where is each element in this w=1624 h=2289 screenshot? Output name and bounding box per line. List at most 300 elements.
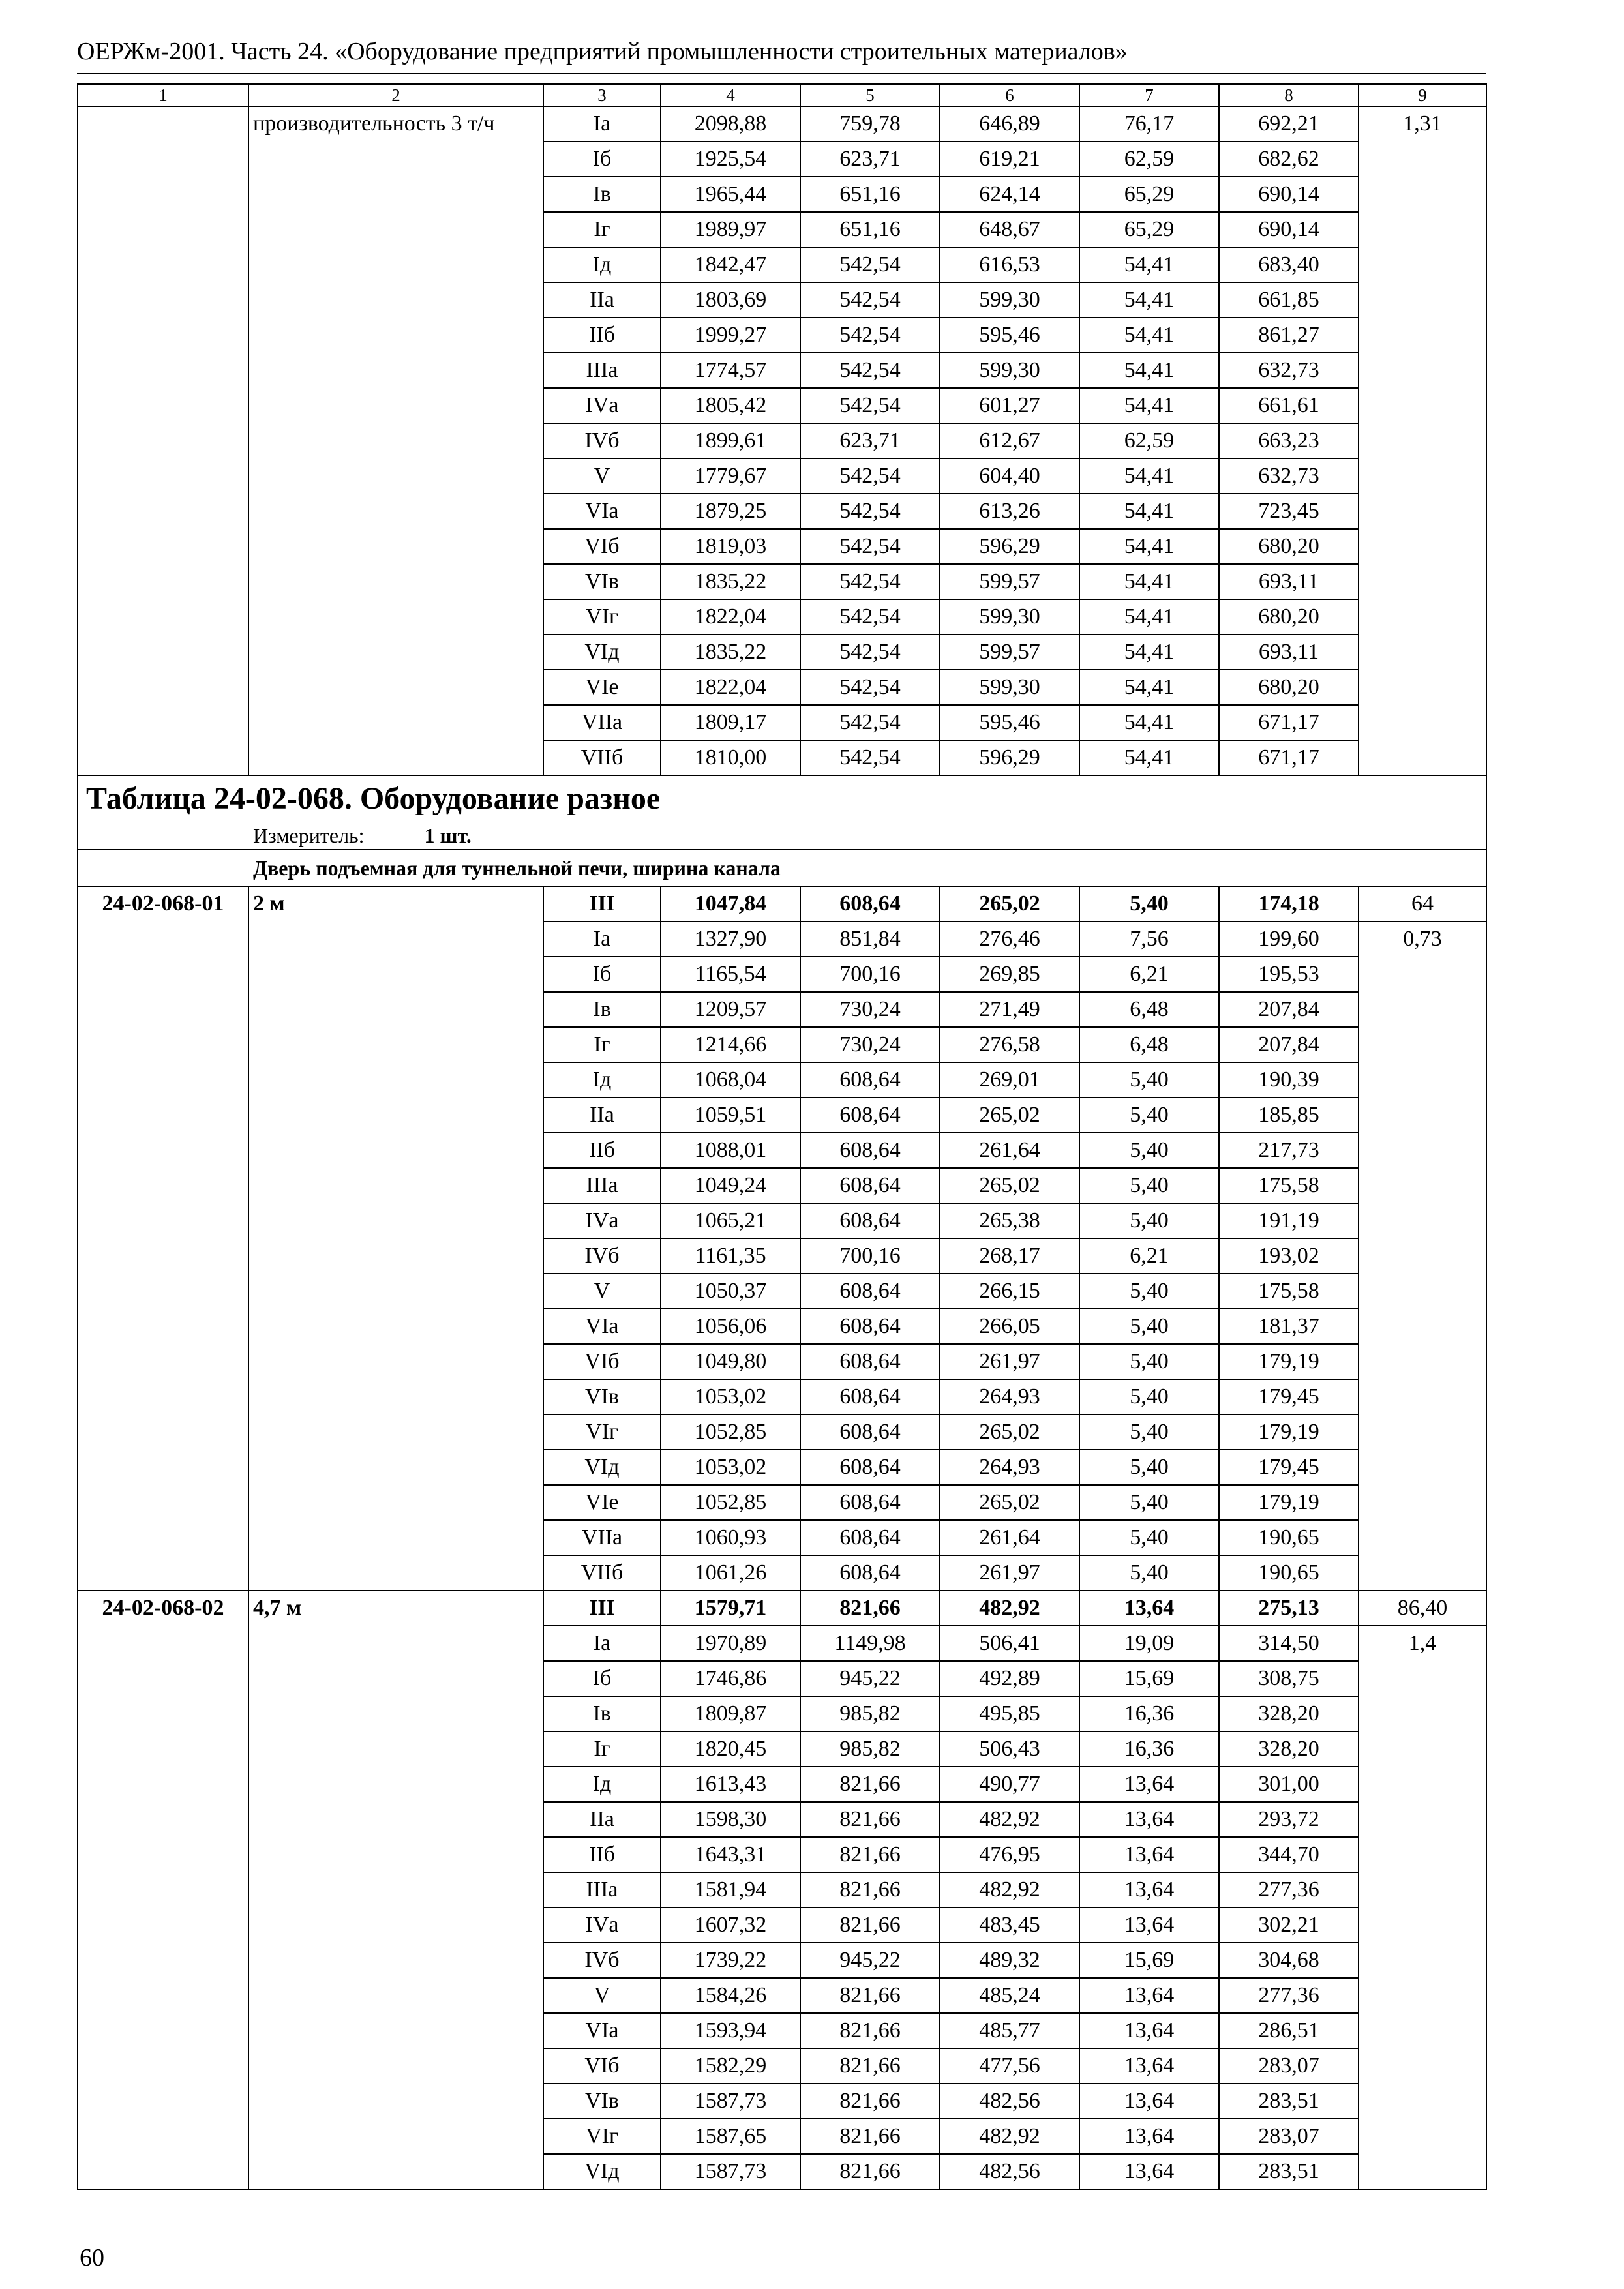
value-cell: 821,66 [800, 1767, 940, 1802]
value-cell: 261,97 [940, 1555, 1079, 1591]
value-cell: 301,00 [1219, 1767, 1359, 1802]
table-row [78, 177, 1486, 212]
value-cell: Iд [543, 1767, 661, 1802]
col9-cell [1359, 957, 1486, 992]
value-cell: 6,48 [1079, 1027, 1219, 1062]
table-row [78, 1238, 1486, 1274]
code-cell [78, 1098, 248, 1133]
col9-cell [1359, 1802, 1486, 1837]
value-cell: 1049,24 [661, 1168, 800, 1203]
value-cell: 608,64 [800, 1485, 940, 1520]
value-cell: 601,27 [940, 388, 1079, 423]
value-cell: 599,30 [940, 353, 1079, 388]
code-cell [78, 1203, 248, 1238]
value-cell: 1209,57 [661, 992, 800, 1027]
code-cell [78, 1837, 248, 1872]
value-cell: 13,64 [1079, 1872, 1219, 1908]
value-cell: 5,40 [1079, 1555, 1219, 1591]
description-cell [248, 1837, 543, 1872]
value-cell: 671,17 [1219, 705, 1359, 740]
col9-cell [1359, 1943, 1486, 1978]
value-cell: 680,20 [1219, 599, 1359, 635]
value-cell: 623,71 [800, 142, 940, 177]
value-cell: 693,11 [1219, 635, 1359, 670]
value-cell: 13,64 [1079, 1978, 1219, 2013]
value-cell: 5,40 [1079, 1274, 1219, 1309]
description-cell [248, 1872, 543, 1908]
value-cell: VIд [543, 1450, 661, 1485]
col9-cell [1359, 1520, 1486, 1555]
table-row [78, 494, 1486, 529]
value-cell: 5,40 [1079, 1309, 1219, 1344]
base-value-cell: 608,64 [800, 886, 940, 921]
value-cell: Iа [543, 921, 661, 957]
col9-cell [1359, 1414, 1486, 1450]
value-cell: 283,07 [1219, 2119, 1359, 2154]
value-cell: 680,20 [1219, 529, 1359, 564]
description-cell [248, 1379, 543, 1414]
value-cell: 861,27 [1219, 318, 1359, 353]
value-cell: 190,65 [1219, 1520, 1359, 1555]
value-cell: 692,21 [1219, 106, 1359, 142]
value-cell: VIг [543, 2119, 661, 2154]
item-description: 2 м [248, 886, 543, 921]
value-cell: 191,19 [1219, 1203, 1359, 1238]
code-cell [78, 2013, 248, 2048]
value-cell: 265,38 [940, 1203, 1079, 1238]
column-number: 5 [800, 84, 940, 106]
price-table [77, 83, 1487, 2190]
column-number: 9 [1359, 84, 1486, 106]
description-cell [248, 1908, 543, 1943]
code-cell [78, 599, 248, 635]
value-cell: 179,45 [1219, 1450, 1359, 1485]
value-cell: 328,20 [1219, 1696, 1359, 1731]
value-cell: 179,19 [1219, 1485, 1359, 1520]
value-cell: 1587,65 [661, 2119, 800, 2154]
value-cell: 1052,85 [661, 1485, 800, 1520]
code-cell [78, 1168, 248, 1203]
col9-cell [1359, 2084, 1486, 2119]
value-cell: Iа [543, 1626, 661, 1661]
value-cell: 54,41 [1079, 282, 1219, 318]
value-cell: 612,67 [940, 423, 1079, 458]
value-cell: 283,51 [1219, 2154, 1359, 2189]
value-cell: 283,51 [1219, 2084, 1359, 2119]
code-cell [78, 1414, 248, 1450]
value-cell: 261,64 [940, 1133, 1079, 1168]
value-cell: 54,41 [1079, 388, 1219, 423]
value-cell: Iв [543, 177, 661, 212]
value-cell: 16,36 [1079, 1696, 1219, 1731]
value-cell: 54,41 [1079, 635, 1219, 670]
table-row [78, 2154, 1486, 2189]
col9-cell [1359, 992, 1486, 1027]
description-cell [248, 1238, 543, 1274]
value-cell: 542,54 [800, 599, 940, 635]
value-cell: IIIа [543, 353, 661, 388]
value-cell: IIб [543, 1837, 661, 1872]
table-row [78, 1062, 1486, 1098]
value-cell: 1088,01 [661, 1133, 800, 1168]
table-row [78, 992, 1486, 1027]
code-cell [78, 2048, 248, 2084]
value-cell: 945,22 [800, 1943, 940, 1978]
value-cell: Iд [543, 247, 661, 282]
table-row [78, 318, 1486, 353]
value-cell: 599,57 [940, 564, 1079, 599]
value-cell: IVа [543, 388, 661, 423]
value-cell: 690,14 [1219, 177, 1359, 212]
value-cell: 821,66 [800, 2119, 940, 2154]
value-cell: VIд [543, 2154, 661, 2189]
value-cell: 13,64 [1079, 2048, 1219, 2084]
description-cell [248, 1450, 543, 1485]
value-cell: 1822,04 [661, 670, 800, 705]
value-cell: 1607,32 [661, 1908, 800, 1943]
table-row [78, 957, 1486, 992]
value-cell: 302,21 [1219, 1908, 1359, 1943]
code-cell [78, 1908, 248, 1943]
value-cell: 482,92 [940, 1802, 1079, 1837]
value-cell: 269,85 [940, 957, 1079, 992]
col9-cell [1359, 1837, 1486, 1872]
value-cell: 1068,04 [661, 1062, 800, 1098]
code-cell [78, 529, 248, 564]
value-cell: VIIа [543, 1520, 661, 1555]
value-cell: 175,58 [1219, 1168, 1359, 1203]
value-cell: 5,40 [1079, 1062, 1219, 1098]
code-cell [78, 992, 248, 1027]
value-cell: 632,73 [1219, 458, 1359, 494]
value-cell: VIб [543, 2048, 661, 2084]
description-cell [248, 635, 543, 670]
description-cell [248, 1098, 543, 1133]
code-cell [78, 282, 248, 318]
value-cell: Iа [543, 106, 661, 142]
description-cell [248, 177, 543, 212]
value-cell: 596,29 [940, 529, 1079, 564]
value-cell: 608,64 [800, 1309, 940, 1344]
description-cell [248, 1555, 543, 1591]
table-row [78, 1309, 1486, 1344]
value-cell: 5,40 [1079, 1414, 1219, 1450]
table-row [78, 1379, 1486, 1414]
description-cell [248, 212, 543, 247]
description-cell [248, 2119, 543, 2154]
value-cell: 179,19 [1219, 1344, 1359, 1379]
value-cell: 542,54 [800, 529, 940, 564]
value-cell: 1587,73 [661, 2084, 800, 2119]
description-cell [248, 1802, 543, 1837]
description-cell [248, 353, 543, 388]
unit-row [78, 821, 1486, 850]
value-cell: 485,24 [940, 1978, 1079, 2013]
value-cell: 193,02 [1219, 1238, 1359, 1274]
code-cell [78, 740, 248, 775]
value-cell: 489,32 [940, 1943, 1079, 1978]
table-row [78, 1661, 1486, 1696]
column-number: 7 [1079, 84, 1219, 106]
value-cell: 821,66 [800, 2048, 940, 2084]
description-cell [248, 1520, 543, 1555]
table-row [78, 1908, 1486, 1943]
description-cell [248, 318, 543, 353]
table-row [78, 1450, 1486, 1485]
code-cell [78, 1062, 248, 1098]
value-cell: 680,20 [1219, 670, 1359, 705]
col9-cell [1359, 388, 1486, 423]
value-cell: 54,41 [1079, 599, 1219, 635]
code-cell [78, 1943, 248, 1978]
value-cell: 663,23 [1219, 423, 1359, 458]
value-cell: 1643,31 [661, 1837, 800, 1872]
value-cell: 1989,97 [661, 212, 800, 247]
description-cell [248, 1661, 543, 1696]
code-cell [78, 1731, 248, 1767]
code-cell [78, 1274, 248, 1309]
value-cell: 1899,61 [661, 423, 800, 458]
description-cell [248, 957, 543, 992]
value-cell: 266,15 [940, 1274, 1079, 1309]
table-row [78, 247, 1486, 282]
value-cell: 1842,47 [661, 247, 800, 282]
table-row [78, 353, 1486, 388]
value-cell: 599,57 [940, 635, 1079, 670]
value-cell: 821,66 [800, 1837, 940, 1872]
value-cell: 5,40 [1079, 1203, 1219, 1238]
table-row [78, 1168, 1486, 1203]
description-cell [248, 2084, 543, 2119]
col9-cell [1359, 1872, 1486, 1908]
code-cell [78, 1309, 248, 1344]
col9-cell [1359, 564, 1486, 599]
value-cell: 608,64 [800, 1274, 940, 1309]
col9-base: 86,40 [1359, 1591, 1486, 1626]
description-cell [248, 1978, 543, 2013]
value-cell: 1803,69 [661, 282, 800, 318]
value-cell: 985,82 [800, 1731, 940, 1767]
value-cell: 851,84 [800, 921, 940, 957]
code-cell [78, 2154, 248, 2189]
col9-cell: 0,73 [1359, 921, 1486, 957]
code-cell [78, 1555, 248, 1591]
value-cell: 1970,89 [661, 1626, 800, 1661]
value-cell: Iв [543, 1696, 661, 1731]
base-price-row [78, 886, 1486, 921]
col9-cell [1359, 458, 1486, 494]
value-cell: 13,64 [1079, 2013, 1219, 2048]
code-cell [78, 957, 248, 992]
value-cell: IIIа [543, 1872, 661, 1908]
value-cell: 269,01 [940, 1062, 1079, 1098]
table-row [78, 1802, 1486, 1837]
description-cell [248, 388, 543, 423]
table-row [78, 1626, 1486, 1661]
value-cell: 328,20 [1219, 1731, 1359, 1767]
code-cell [78, 1978, 248, 2013]
code-cell [78, 318, 248, 353]
table-row [78, 2048, 1486, 2084]
description-cell [248, 142, 543, 177]
col9-cell [1359, 1133, 1486, 1168]
table-row [78, 705, 1486, 740]
value-cell: Iг [543, 212, 661, 247]
value-cell: VIв [543, 2084, 661, 2119]
value-cell: 608,64 [800, 1133, 940, 1168]
value-cell: 1746,86 [661, 1661, 800, 1696]
table-row [78, 1555, 1486, 1591]
code-cell [78, 2119, 248, 2154]
value-cell: 207,84 [1219, 1027, 1359, 1062]
value-cell: 199,60 [1219, 921, 1359, 957]
value-cell: 181,37 [1219, 1309, 1359, 1344]
value-cell: 490,77 [940, 1767, 1079, 1802]
value-cell: 608,64 [800, 1098, 940, 1133]
col9-cell [1359, 1767, 1486, 1802]
value-cell: 179,45 [1219, 1379, 1359, 1414]
col9-base: 64 [1359, 886, 1486, 921]
col9-cell [1359, 1379, 1486, 1414]
value-cell: 821,66 [800, 1802, 940, 1837]
col9-cell [1359, 1238, 1486, 1274]
value-cell: 700,16 [800, 1238, 940, 1274]
value-cell: 1820,45 [661, 1731, 800, 1767]
value-cell: VIIб [543, 740, 661, 775]
value-cell: 7,56 [1079, 921, 1219, 957]
column-number: 2 [248, 84, 543, 106]
description-cell [248, 564, 543, 599]
description-cell [248, 1943, 543, 1978]
col9-cell [1359, 1485, 1486, 1520]
column-number-row [78, 84, 1486, 106]
value-cell: 344,70 [1219, 1837, 1359, 1872]
value-cell: 304,68 [1219, 1943, 1359, 1978]
code-cell [78, 705, 248, 740]
value-cell: VIг [543, 599, 661, 635]
value-cell: 6,21 [1079, 1238, 1219, 1274]
col9-cell [1359, 247, 1486, 282]
value-cell: 13,64 [1079, 1908, 1219, 1943]
value-cell: 261,97 [940, 1344, 1079, 1379]
column-number: 4 [661, 84, 800, 106]
value-cell: 542,54 [800, 247, 940, 282]
value-cell: 217,73 [1219, 1133, 1359, 1168]
column-number: 1 [78, 84, 248, 106]
value-cell: 495,85 [940, 1696, 1079, 1731]
value-cell: 482,56 [940, 2154, 1079, 2189]
value-cell: 1584,26 [661, 1978, 800, 2013]
table-row [78, 1872, 1486, 1908]
value-cell: 1999,27 [661, 318, 800, 353]
value-cell: 54,41 [1079, 564, 1219, 599]
col9-cell: 1,4 [1359, 1626, 1486, 1661]
base-value-cell: 174,18 [1219, 886, 1359, 921]
description-cell [248, 992, 543, 1027]
col9-cell [1359, 177, 1486, 212]
value-cell: 15,69 [1079, 1661, 1219, 1696]
value-cell: 1587,73 [661, 2154, 800, 2189]
value-cell: 265,02 [940, 1414, 1079, 1450]
value-cell: 276,58 [940, 1027, 1079, 1062]
value-cell: 54,41 [1079, 353, 1219, 388]
value-cell: 1598,30 [661, 1802, 800, 1837]
col9-cell [1359, 1168, 1486, 1203]
col9-cell [1359, 2119, 1486, 2154]
description-cell [248, 2013, 543, 2048]
value-cell: 1879,25 [661, 494, 800, 529]
value-cell: 5,40 [1079, 1379, 1219, 1414]
col9-cell [1359, 1978, 1486, 2013]
group-title-row [78, 850, 1486, 886]
description-cell [248, 458, 543, 494]
table-row [78, 1837, 1486, 1872]
col9-cell [1359, 494, 1486, 529]
code-cell [78, 635, 248, 670]
value-cell: 542,54 [800, 318, 940, 353]
table-row [78, 670, 1486, 705]
value-cell: 595,46 [940, 318, 1079, 353]
value-cell: 604,40 [940, 458, 1079, 494]
col9-cell [1359, 282, 1486, 318]
col9-cell [1359, 529, 1486, 564]
code-cell [78, 142, 248, 177]
description-cell [248, 1168, 543, 1203]
value-cell: 13,64 [1079, 2119, 1219, 2154]
value-cell: 482,92 [940, 2119, 1079, 2154]
value-cell: 265,02 [940, 1168, 1079, 1203]
value-cell: IIб [543, 318, 661, 353]
value-cell: 314,50 [1219, 1626, 1359, 1661]
value-cell: VIд [543, 635, 661, 670]
value-cell: 13,64 [1079, 2084, 1219, 2119]
value-cell: 608,64 [800, 1450, 940, 1485]
value-cell: 542,54 [800, 635, 940, 670]
value-cell: 608,64 [800, 1555, 940, 1591]
value-cell: 1065,21 [661, 1203, 800, 1238]
code-cell [78, 1696, 248, 1731]
value-cell: IVб [543, 1943, 661, 1978]
value-cell: 542,54 [800, 458, 940, 494]
col9-cell [1359, 2048, 1486, 2084]
value-cell: 1161,35 [661, 1238, 800, 1274]
col9-cell [1359, 705, 1486, 740]
col9-cell [1359, 212, 1486, 247]
base-value-cell: 275,13 [1219, 1591, 1359, 1626]
value-cell: 277,36 [1219, 1978, 1359, 2013]
col9-cell [1359, 635, 1486, 670]
table-row [78, 1943, 1486, 1978]
description-cell [248, 423, 543, 458]
value-cell: 542,54 [800, 564, 940, 599]
table-row [78, 282, 1486, 318]
value-cell: 608,64 [800, 1414, 940, 1450]
value-cell: 207,84 [1219, 992, 1359, 1027]
value-cell: 5,40 [1079, 1168, 1219, 1203]
value-cell: IIб [543, 1133, 661, 1168]
value-cell: 185,85 [1219, 1098, 1359, 1133]
code-cell [78, 1344, 248, 1379]
table-title: Таблица 24-02-068. Оборудование разное [78, 775, 1486, 821]
value-cell: 613,26 [940, 494, 1079, 529]
table-row [78, 635, 1486, 670]
value-cell: 542,54 [800, 705, 940, 740]
value-cell: 1809,87 [661, 1696, 800, 1731]
code-cell [78, 670, 248, 705]
value-cell: 62,59 [1079, 423, 1219, 458]
col9-cell [1359, 1450, 1486, 1485]
base-value-cell: 821,66 [800, 1591, 940, 1626]
